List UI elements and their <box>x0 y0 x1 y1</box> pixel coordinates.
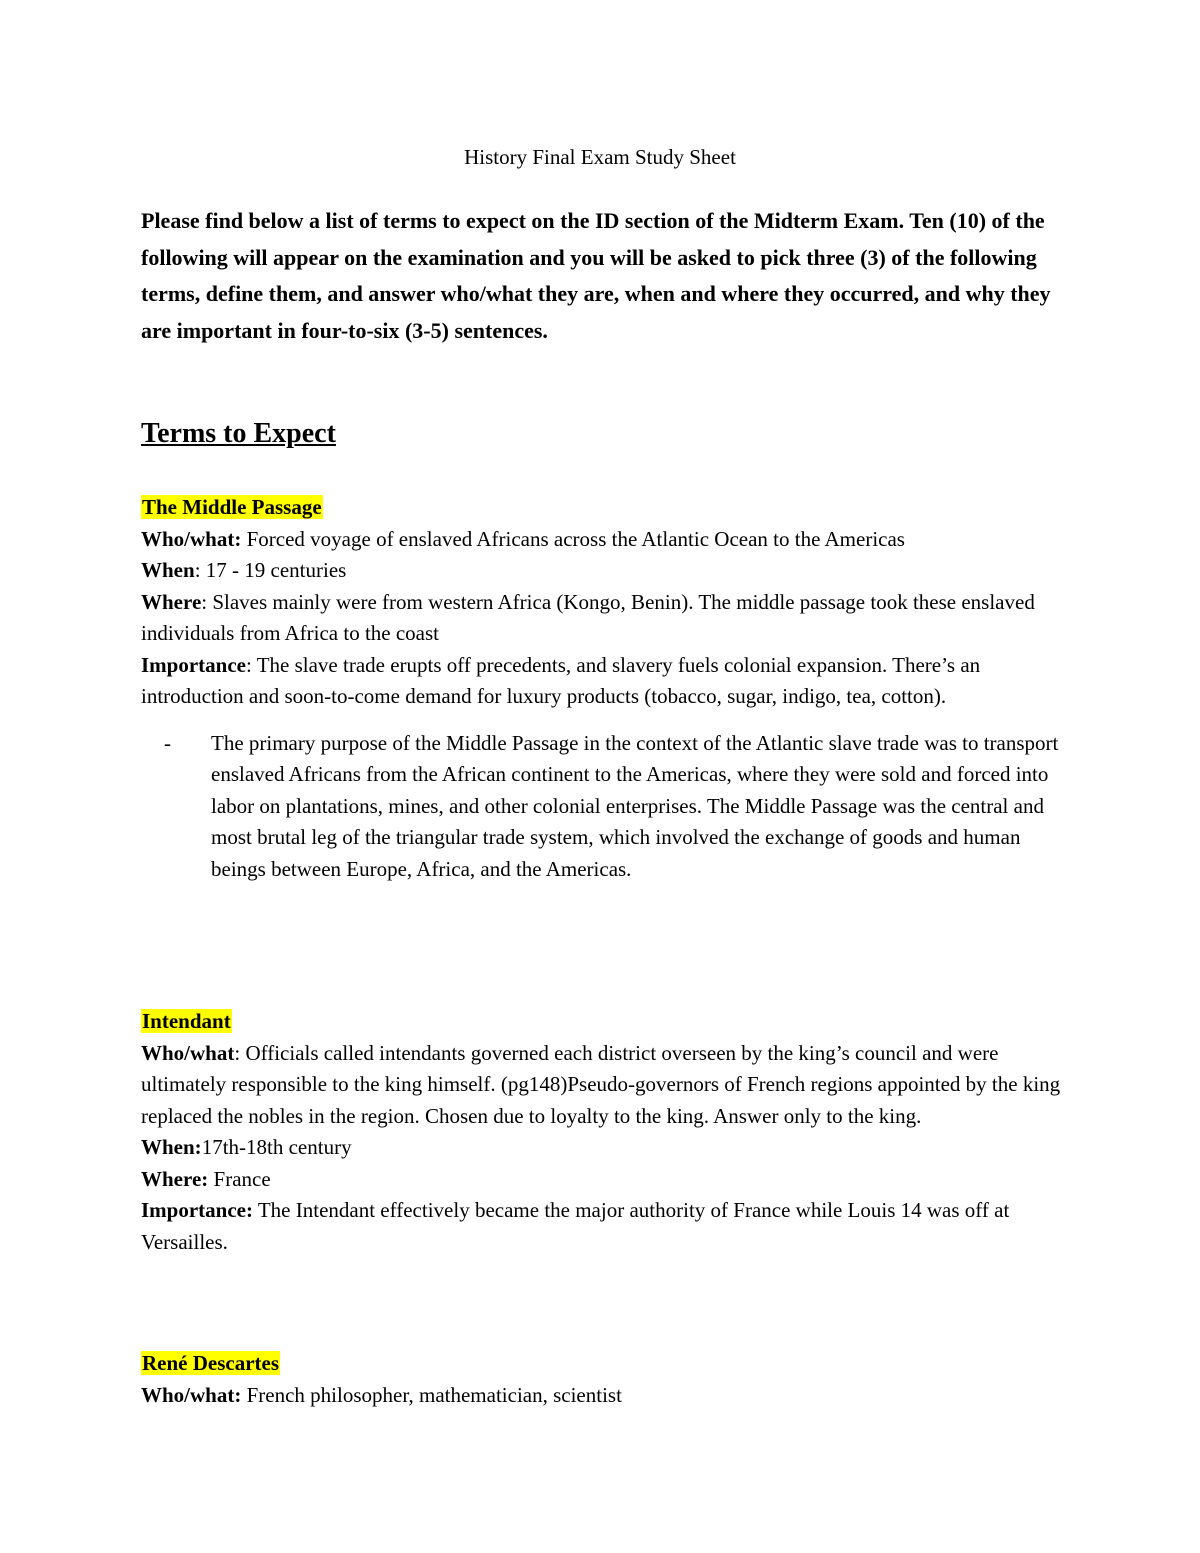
term-entry <box>141 1006 1071 1258</box>
section-heading: Terms to Expect <box>141 418 336 449</box>
term-when <box>141 555 1071 587</box>
term-who-what <box>141 524 1071 556</box>
who-what-label: Who/what: <box>141 526 242 551</box>
instructions-number: 3 <box>867 244 879 270</box>
term-who-what <box>141 1380 1071 1412</box>
term-title: Intendant <box>142 1009 231 1033</box>
importance-label: Importance <box>141 652 246 677</box>
term-who-what <box>141 1038 1071 1133</box>
term-entry <box>141 492 1071 885</box>
when-text: : 17 - 19 centuries <box>194 558 347 582</box>
instructions-text: ) of the following will appear on the examination and you will be asked to pick three ( <box>141 208 1045 270</box>
term-title: The Middle Passage <box>142 495 322 519</box>
term-importance <box>141 650 1071 713</box>
where-text: France <box>208 1166 271 1191</box>
who-what-label: Who/what <box>141 1040 235 1065</box>
term-where <box>141 587 1071 650</box>
importance-label: Importance: <box>141 1198 253 1222</box>
document-title: History Final Exam Study Sheet <box>464 145 736 169</box>
instructions-paragraph <box>141 203 1081 349</box>
where-text: : Slaves mainly were from western Africa (Kongo, Benin). The middle passage took these enslaved individuals from Africa to the coast <box>141 589 1035 645</box>
bullet-item <box>164 728 1071 886</box>
where-label: Where: <box>141 1166 209 1191</box>
importance-text: : The slave trade erupts off precedents, and slavery fuels colonial expansion. There’s an introduction and soon-to-come demand for luxury products (tobacco, sugar, indigo, tea, cotton). <box>141 652 981 708</box>
instructions-number: 10 <box>956 208 979 233</box>
instructions-length: four-to-six (3-5) sentences. <box>301 317 548 343</box>
who-what-text: : Officials called intendants governed each district overseen by the king’s council and were ultimately responsible to the king himself. (pg148)Pseudo-governors of French regions appointed by the king replaced the nobles in the region. Chosen due to loyalty to the king. Answer only to the king. <box>141 1040 1061 1128</box>
when-label: When: <box>141 1135 202 1159</box>
instructions-text: ) of the following terms, define them, and answer who/what they are, when and where they occurred, and why they are important in <box>141 244 1051 343</box>
bullet-list <box>141 728 1071 886</box>
term-where <box>141 1164 1071 1196</box>
where-label: Where <box>141 589 202 614</box>
instructions-text: Please find below a list of terms to expect on the ID section of the Midterm Exam. Ten ( <box>141 208 957 233</box>
when-text: 17th-18th century <box>201 1135 352 1159</box>
term-entry <box>141 1348 1071 1411</box>
importance-text: The Intendant effectively became the major authority of France while Louis 14 was off at Versailles. <box>141 1198 1010 1254</box>
term-when <box>141 1132 1071 1164</box>
who-what-text: French philosopher, mathematician, scientist <box>241 1382 622 1407</box>
when-label: When <box>141 558 195 582</box>
bullet-marker: - <box>164 730 171 755</box>
term-importance <box>141 1195 1071 1258</box>
term-title: René Descartes <box>142 1351 280 1375</box>
bullet-text: The primary purpose of the Middle Passage in the context of the Atlantic slave trade was to transport enslaved Africans from the African continent to the Americas, where they were sold and forced into labor on plantations, mines, and other colonial enterprises. The Middle Passage was the central and most brutal leg of the triangular trade system, which involved the exchange of goods and human beings between Europe, Africa, and the Americas. <box>211 730 1059 881</box>
who-what-label: Who/what: <box>141 1382 242 1407</box>
who-what-text: Forced voyage of enslaved Africans across the Atlantic Ocean to the Americas <box>241 526 905 551</box>
